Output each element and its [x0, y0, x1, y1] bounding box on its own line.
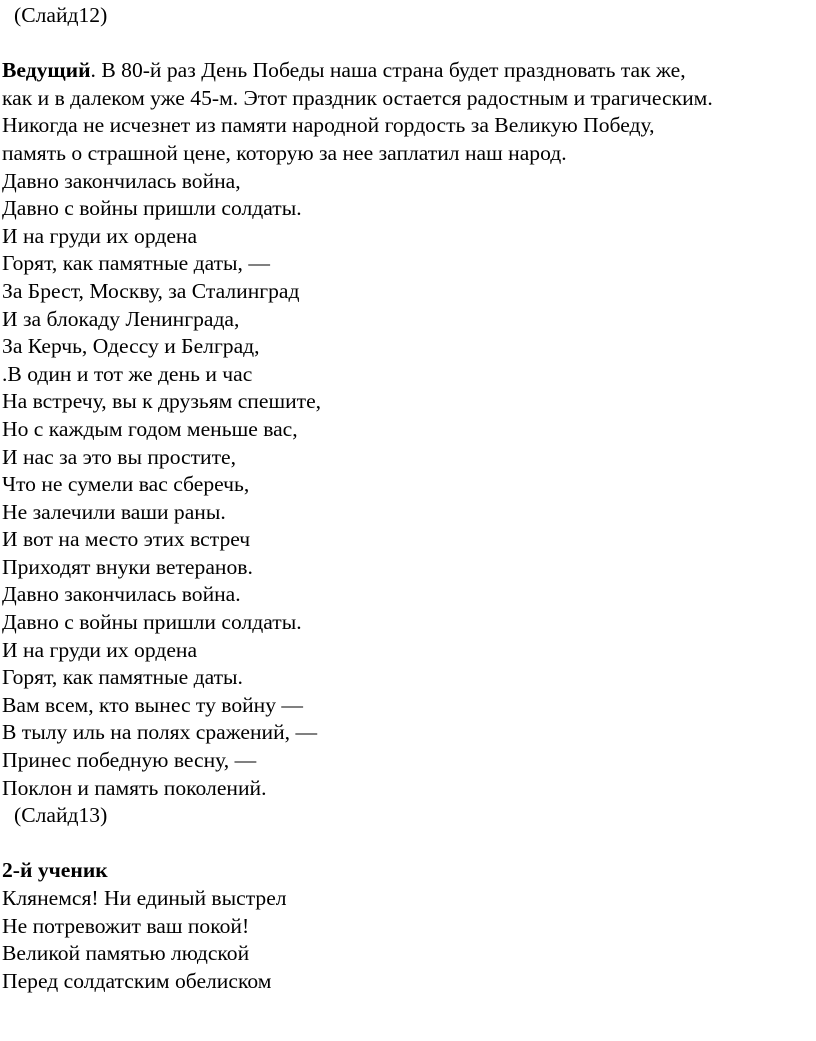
poem-line: Поклон и память поколений. [2, 775, 267, 800]
poem-line: Клянемся! Ни единый выстрел [2, 886, 287, 910]
speaker-label: 2-й ученик [2, 858, 108, 883]
intro-line: память о страшной цене, которую за нее заплатил наш народ. [2, 140, 567, 165]
poem-line: И вот на место этих встреч [2, 527, 251, 552]
poem-line: За Брест, Москву, за Сталинград [2, 278, 300, 303]
speaker-label: Ведущий [2, 58, 91, 83]
poem-line: И на груди их ордена [2, 637, 198, 662]
poem-line: На встречу, вы к друзьям спешите, [2, 389, 322, 414]
poem-line: Не потревожит ваш покой! [2, 913, 250, 938]
poem-line: Давно с войны пришли солдаты. [2, 610, 302, 635]
poem-line: Приходят внуки ветеранов. [2, 554, 253, 579]
poem-line: .В один и тот же день и час [2, 361, 253, 386]
slide13-marker: (Слайд13) [14, 803, 108, 828]
poem-line: Не залечили ваши раны. [2, 499, 226, 524]
poem-line: Горят, как памятные даты. [2, 665, 243, 690]
poem-line: Давно закончилась война, [2, 168, 241, 193]
poem-line: Давно с войны пришли солдаты. [2, 196, 302, 221]
poem-line: Что не сумели вас сберечь, [2, 472, 250, 497]
poem-line: Перед солдатским обелиском [2, 968, 272, 993]
blank-line [2, 30, 816, 58]
poem-line: Горят, как памятные даты, — [2, 251, 270, 276]
poem-line: В тылу иль на полях сражений, — [2, 720, 318, 745]
poem-line: Но с каждым годом меньше вас, [2, 416, 298, 441]
poem-line: Давно закончилась война. [2, 582, 241, 607]
blank-line [2, 830, 816, 858]
poem-line: За Керчь, Одессу и Белград, [2, 334, 260, 359]
poem-line: Вам всем, кто вынес ту войну — [2, 692, 304, 717]
slide12-intro-first-line [2, 57, 816, 85]
intro-text: . В 80-й раз День Победы наша страна будет праздновать так же, [90, 58, 686, 83]
poem-line: Принес победную весну, — [2, 748, 257, 773]
poem-line: И на груди их ордена [2, 223, 198, 248]
slide12-marker: (Слайд12) [14, 3, 108, 27]
intro-line: Никогда не исчезнет из памяти народной гордость за Великую Победу, [2, 113, 655, 138]
poem-line: Великой памятью людской [2, 941, 250, 966]
poem-line: И за блокаду Ленинграда, [2, 306, 240, 331]
poem-line: И нас за это вы простите, [2, 444, 237, 469]
intro-line: как и в далеком уже 45-м. Этот праздник остается радостным и трагическим. [2, 85, 713, 110]
